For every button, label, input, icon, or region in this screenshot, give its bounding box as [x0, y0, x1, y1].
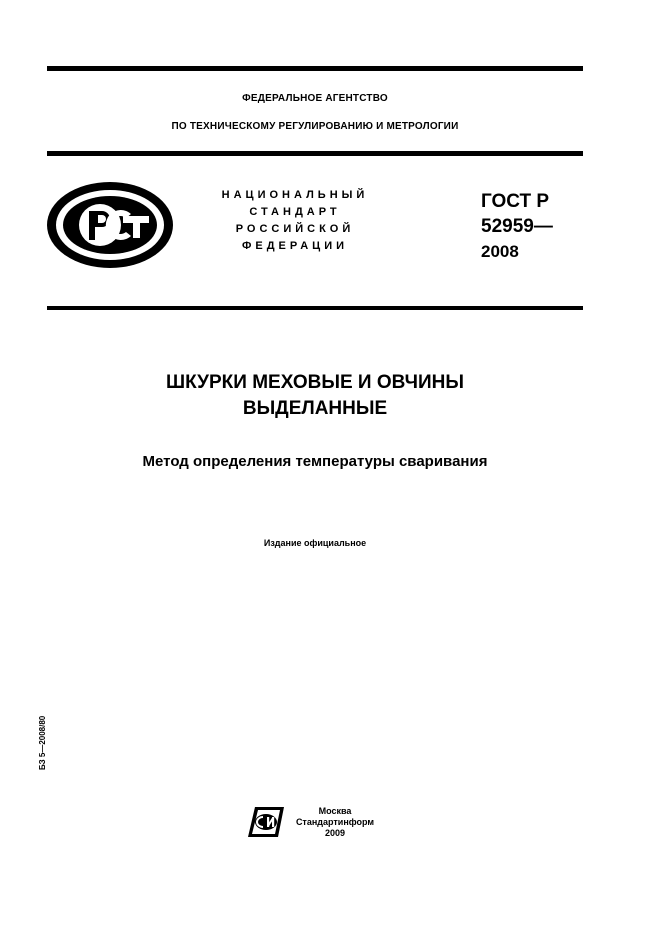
publisher-block [294, 806, 376, 839]
edition-label: Издание официальное [263, 538, 367, 548]
standard-line-4: ФЕДЕРАЦИИ [241, 240, 349, 252]
gost-year: 2008 [481, 242, 519, 261]
bottom-header-rule [47, 306, 583, 310]
title-line-1: ШКУРКИ МЕХОВЫЕ И ОВЧИНЫ [166, 372, 464, 393]
standard-line-1: НАЦИОНАЛЬНЫЙ [221, 189, 369, 201]
gost-designation [481, 189, 553, 264]
publisher-city: Москва [318, 806, 352, 816]
gost-number: 52959— [481, 216, 553, 237]
publisher-year: 2009 [324, 828, 346, 838]
header-rule [47, 151, 583, 156]
document-title [47, 370, 583, 422]
publisher-name: Стандартинформ [295, 817, 375, 827]
document-subtitle: Метод определения температуры сваривания [142, 453, 488, 470]
standartinform-logo-icon [247, 806, 285, 838]
gost-prefix: ГОСТ Р [481, 191, 550, 212]
top-rule [47, 66, 583, 71]
rst-logo-icon [45, 180, 175, 270]
standard-line-3: РОССИЙСКОЙ [235, 223, 355, 235]
side-code: БЗ 5—2008/80 [38, 715, 47, 770]
agency-line-1: ФЕДЕРАЛЬНОЕ АГЕНТСТВО [242, 93, 388, 104]
standard-line-2: СТАНДАРТ [249, 206, 341, 218]
national-standard-label [205, 187, 385, 255]
title-line-2: ВЫДЕЛАННЫЕ [242, 398, 388, 419]
agency-line-2: ПО ТЕХНИЧЕСКОМУ РЕГУЛИРОВАНИЮ И МЕТРОЛОГИИ [171, 121, 459, 132]
